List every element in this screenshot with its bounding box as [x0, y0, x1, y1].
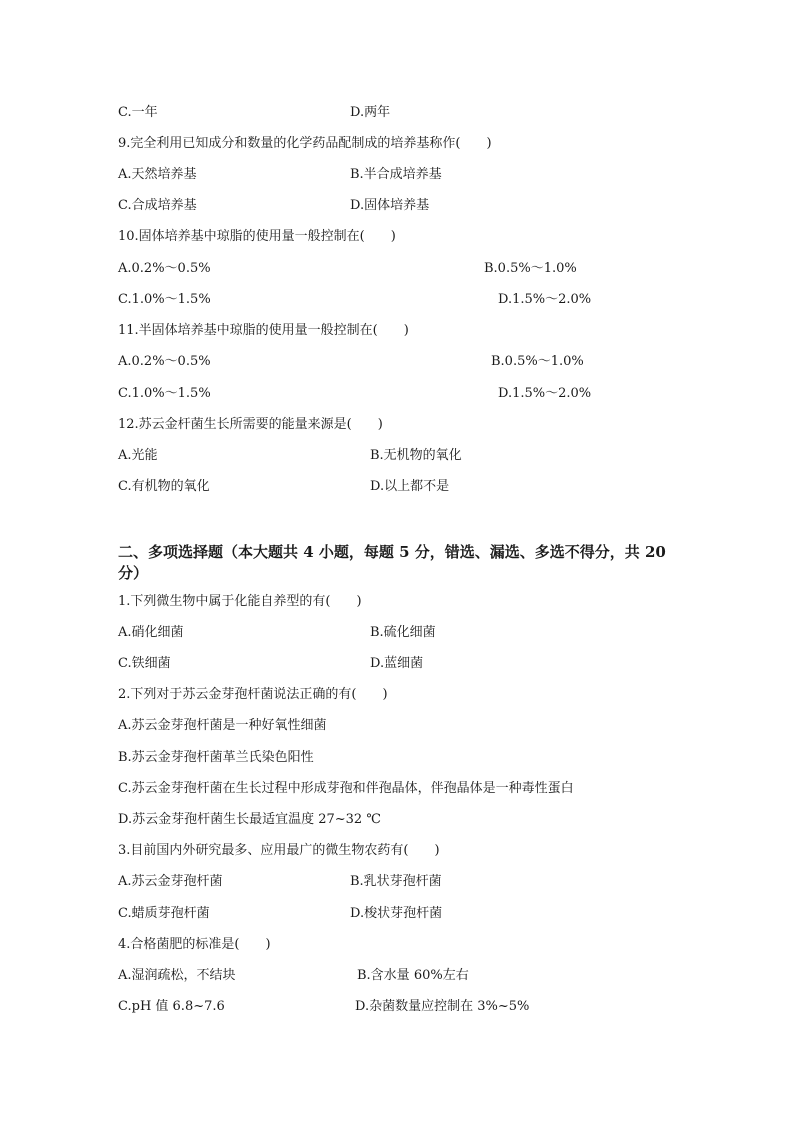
- mq4-option-b: B.含水量 60%左右: [357, 968, 469, 983]
- q10-option-d: D.1.5%～2.0%: [498, 292, 592, 307]
- q11-option-d: D.1.5%～2.0%: [498, 386, 592, 401]
- q8-option-c: C.一年: [118, 105, 158, 120]
- q12-option-c: C.有机物的氧化: [118, 479, 210, 494]
- mq4-stem: 4.合格菌肥的标准是( ): [118, 937, 271, 952]
- q10-stem: 10.固体培养基中琼脂的使用量一般控制在( ): [118, 229, 396, 244]
- q10-option-a: A.0.2%～0.5%: [118, 261, 211, 276]
- mq4-option-d: D.杂菌数量应控制在 3%~5%: [355, 999, 530, 1014]
- mq1-option-c: C.铁细菌: [118, 656, 171, 671]
- mq3-option-a: A.苏云金芽孢杆菌: [118, 874, 223, 889]
- q12-option-a: A.光能: [118, 448, 158, 463]
- section-heading: 二、多项选择题（本大题共 4 小题，每题 5 分，错选、漏选、多选不得分，共 20 分）: [118, 543, 666, 582]
- mq2-stem: 2.下列对于苏云金芽孢杆菌说法正确的有( ): [118, 687, 388, 702]
- q9-option-c: C.合成培养基: [118, 198, 197, 213]
- q11-option-b: B.0.5%～1.0%: [491, 354, 584, 369]
- q11-option-c: C.1.0%～1.5%: [118, 386, 211, 401]
- mq1-stem: 1.下列微生物中属于化能自养型的有( ): [118, 594, 362, 609]
- q9-stem: 9.完全利用已知成分和数量的化学药品配制成的培养基称作( ): [118, 136, 492, 151]
- q9-option-d: D.固体培养基: [350, 198, 430, 213]
- q10-option-b: B.0.5%～1.0%: [484, 261, 577, 276]
- q8-option-d: D.两年: [350, 105, 391, 120]
- q11-stem: 11.半固体培养基中琼脂的使用量一般控制在( ): [118, 323, 409, 338]
- mq3-stem: 3.目前国内外研究最多、应用最广的微生物农药有( ): [118, 843, 440, 858]
- mq2-option-d: D.苏云金芽孢杆菌生长最适宜温度 27~32 ℃: [118, 812, 381, 827]
- mq1-option-d: D.蓝细菌: [370, 656, 424, 671]
- mq3-option-d: D.梭状芽孢杆菌: [350, 906, 443, 921]
- q9-option-a: A.天然培养基: [118, 167, 197, 182]
- mq3-option-b: B.乳状芽孢杆菌: [350, 874, 442, 889]
- mq1-option-a: A.硝化细菌: [118, 625, 184, 640]
- mq2-option-a: A.苏云金芽孢杆菌是一种好氧性细菌: [118, 718, 327, 733]
- mq1-option-b: B.硫化细菌: [370, 625, 436, 640]
- mq2-option-b: B.苏云金芽孢杆菌革兰氏染色阳性: [118, 750, 314, 765]
- mq4-option-c: C.pH 值 6.8~7.6: [118, 999, 225, 1014]
- q12-stem: 12.苏云金杆菌生长所需要的能量来源是( ): [118, 417, 383, 432]
- q10-option-c: C.1.0%～1.5%: [118, 292, 211, 307]
- q12-option-d: D.以上都不是: [370, 479, 450, 494]
- mq4-option-a: A.湿润疏松，不结块: [118, 968, 236, 983]
- q9-option-b: B.半合成培养基: [350, 167, 442, 182]
- q11-option-a: A.0.2%～0.5%: [118, 354, 211, 369]
- q12-option-b: B.无机物的氧化: [370, 448, 462, 463]
- mq2-option-c: C.苏云金芽孢杆菌在生长过程中形成芽孢和伴孢晶体，伴孢晶体是一种毒性蛋白: [118, 781, 574, 796]
- mq3-option-c: C.蜡质芽孢杆菌: [118, 906, 210, 921]
